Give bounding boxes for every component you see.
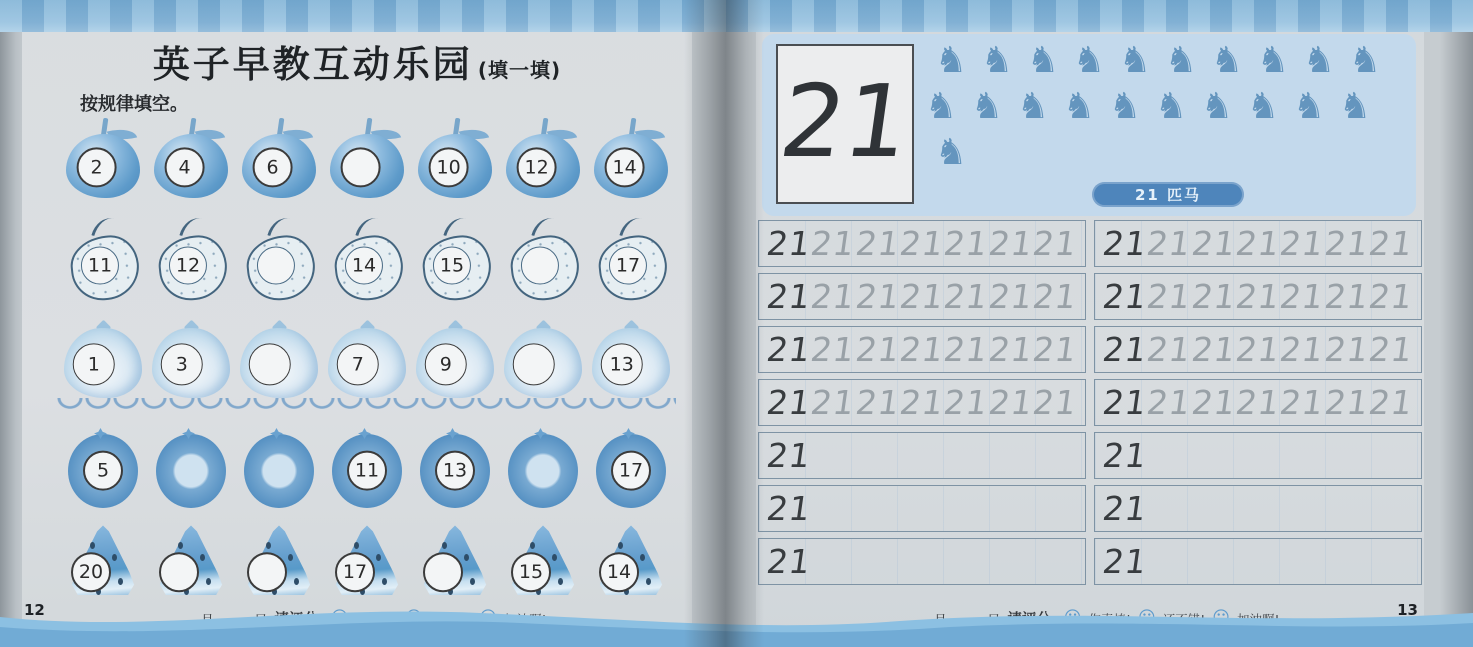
horse-group (924, 38, 1408, 188)
number-circle: 15 (433, 247, 471, 285)
horse-icon: ♞ (1200, 86, 1234, 127)
trace-box: 21 21 21 21 21 21 21 (1094, 220, 1422, 267)
peach-icon (60, 316, 146, 406)
number-circle: 17 (609, 247, 647, 285)
number-circle: 11 (81, 247, 119, 285)
watermelon-icon (324, 516, 410, 606)
number-circle-blank (249, 343, 291, 385)
number-circle: 6 (253, 147, 293, 187)
trace-box: 21 21 21 21 21 21 21 (1094, 379, 1422, 426)
number-circle-blank (523, 451, 563, 491)
number-circle: 11 (347, 451, 387, 491)
horse-icon: ♞ (934, 132, 968, 173)
number-circle: 15 (511, 552, 551, 592)
watermelon-icon (60, 516, 146, 606)
peach-icon (588, 316, 674, 406)
band-pattern (0, 0, 1473, 32)
pear-icon (324, 216, 410, 306)
number-circle-blank (521, 247, 559, 285)
number-circle-blank (247, 552, 287, 592)
right-page (756, 0, 1424, 647)
sequence-row-pears (60, 216, 674, 306)
number-circle-blank (423, 552, 463, 592)
pear-icon (500, 216, 586, 306)
apple-icon (60, 116, 146, 206)
number-circle: 20 (71, 552, 111, 592)
watermelon-icon (148, 516, 234, 606)
horse-icon: ♞ (970, 86, 1004, 127)
horse-icon: ♞ (1164, 40, 1198, 81)
horse-icon: ♞ (1154, 86, 1188, 127)
number-circle-blank (257, 247, 295, 285)
horse-icon: ♞ (1072, 40, 1106, 81)
apple-icon (148, 116, 234, 206)
number-circle-blank (259, 451, 299, 491)
horse-icon: ♞ (934, 40, 968, 81)
number-circle-blank (171, 451, 211, 491)
top-decor-band (0, 0, 1473, 32)
ring-icon (236, 424, 322, 514)
trace-box: 21 21 21 21 21 21 21 (758, 273, 1086, 320)
number-circle: 7 (337, 343, 379, 385)
pear-icon (148, 216, 234, 306)
book-gutter-shadow (684, 0, 764, 647)
horse-icon: ♞ (1246, 86, 1280, 127)
watermelon-icon (236, 516, 322, 606)
number-circle: 17 (611, 451, 651, 491)
page-title (22, 34, 692, 88)
number-circle: 12 (517, 147, 557, 187)
pear-icon (236, 216, 322, 306)
number-circle: 3 (161, 343, 203, 385)
horse-icon: ♞ (1062, 86, 1096, 127)
number-circle: 2 (77, 147, 117, 187)
horse-icon: ♞ (1292, 86, 1326, 127)
number-circle: 5 (83, 451, 123, 491)
horse-row (928, 130, 1408, 176)
sequence-row-watermelons (60, 516, 674, 606)
number-circle: 14 (605, 147, 645, 187)
apple-icon (324, 116, 410, 206)
page-title-note: (填一填) (477, 58, 562, 82)
apple-icon (236, 116, 322, 206)
trace-box: 21 21 21 21 21 21 21 (1094, 326, 1422, 373)
trace-box: 21 21 21 21 21 21 21 (758, 220, 1086, 267)
horse-icon: ♞ (1302, 40, 1336, 81)
number-circle: 10 (429, 147, 469, 187)
peach-icon (148, 316, 234, 406)
practice-box: 21 (1094, 538, 1422, 585)
sequence-row-peaches (60, 316, 674, 406)
number-circle: 1 (73, 343, 115, 385)
count-caption-pill: 21 匹马 (1092, 182, 1244, 207)
big-number-box (773, 44, 917, 204)
number-circle: 13 (601, 343, 643, 385)
watermelon-icon (500, 516, 586, 606)
pear-icon (412, 216, 498, 306)
left-page (22, 0, 692, 647)
peach-icon (236, 316, 322, 406)
horse-icon: ♞ (1108, 86, 1142, 127)
apple-icon (500, 116, 586, 206)
number-circle: 14 (345, 247, 383, 285)
trace-box: 21 21 21 21 21 21 21 (758, 326, 1086, 373)
ring-icon (588, 424, 674, 514)
trace-box: 21 21 21 21 21 21 21 (758, 379, 1086, 426)
trace-box: 21 21 21 21 21 21 21 (1094, 273, 1422, 320)
peach-icon (500, 316, 586, 406)
practice-box (758, 432, 1086, 479)
number-circle-blank (513, 343, 555, 385)
peach-icon (412, 316, 498, 406)
watermelon-icon (412, 516, 498, 606)
number-intro-panel (762, 34, 1416, 216)
horse-icon: ♞ (1210, 40, 1244, 81)
horse-icon: ♞ (1118, 40, 1152, 81)
number-circle-blank (341, 147, 381, 187)
tracing-practice-grid (758, 220, 1422, 585)
practice-box: 21 (758, 538, 1086, 585)
practice-box: 21 (1094, 432, 1422, 479)
horse-row (928, 38, 1408, 84)
sequence-row-rings (60, 424, 674, 514)
bottom-wave-decor (0, 601, 1473, 647)
horse-icon: ♞ (1348, 40, 1382, 81)
trace-digit: 21 (764, 224, 814, 263)
horse-icon: ♞ (924, 86, 958, 127)
ring-icon (60, 424, 146, 514)
horse-icon: ♞ (980, 40, 1014, 81)
number-circle: 17 (335, 552, 375, 592)
horse-row (918, 84, 1408, 130)
horse-icon: ♞ (1256, 40, 1290, 81)
peach-icon (324, 316, 410, 406)
page-title-text: 英子早教互动乐园 (152, 43, 473, 86)
ring-icon (412, 424, 498, 514)
big-number: 21 (773, 63, 917, 180)
practice-box: 21 (758, 485, 1086, 532)
horse-icon: ♞ (1338, 86, 1372, 127)
apple-icon (412, 116, 498, 206)
number-circle: 14 (599, 552, 639, 592)
number-circle-blank (159, 552, 199, 592)
pear-icon (588, 216, 674, 306)
number-circle: 12 (169, 247, 207, 285)
horse-icon: ♞ (1016, 86, 1050, 127)
ring-icon (324, 424, 410, 514)
page-number-right: 13 (1397, 601, 1418, 619)
number-circle: 4 (165, 147, 205, 187)
watermelon-icon (588, 516, 674, 606)
practice-box: 21 (1094, 485, 1422, 532)
number-circle: 9 (425, 343, 467, 385)
instruction-text: 按规律填空。 (80, 94, 188, 115)
trace-digit: 21 (764, 436, 814, 475)
apple-icon (588, 116, 674, 206)
sequence-row-apples (60, 116, 674, 206)
number-circle: 13 (435, 451, 475, 491)
horse-icon: ♞ (1026, 40, 1060, 81)
pear-icon (60, 216, 146, 306)
ring-icon (500, 424, 586, 514)
ring-icon (148, 424, 234, 514)
page-number-left: 12 (24, 601, 45, 619)
